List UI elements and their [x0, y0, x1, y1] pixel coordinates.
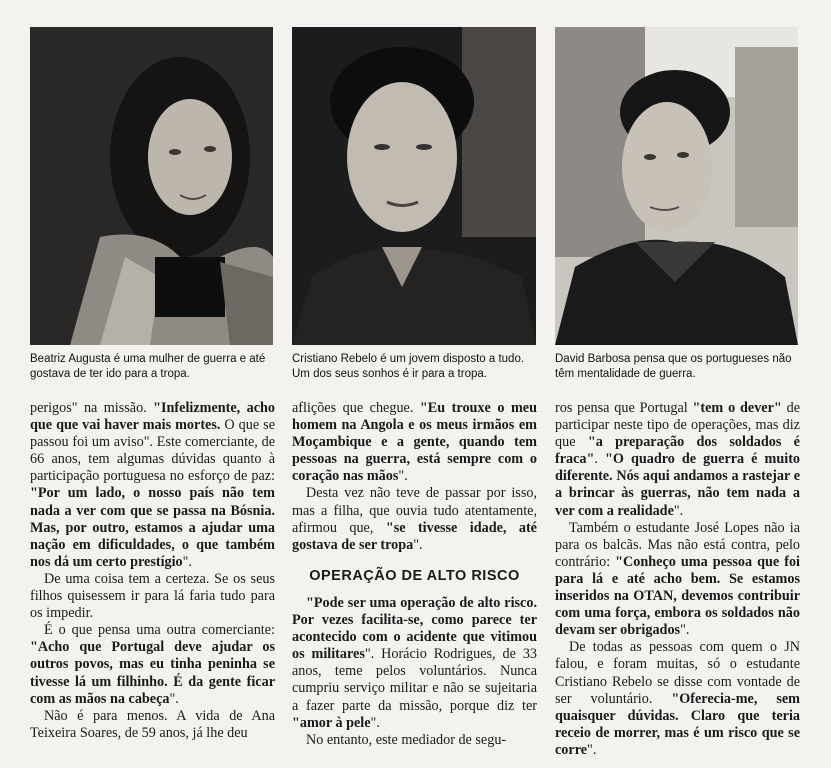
text-run: ". [182, 553, 192, 570]
paragraph [292, 400, 537, 485]
text-run: Desta vez não teve de passar por isso, mas a filha, que ouvia tudo atentamente, afirmou que, [292, 485, 537, 536]
quote-bold: "a preparação dos soldados é fraca" [555, 434, 800, 468]
quote-bold: "Pode ser uma operação de alto risco. Por vezes facilita-se, como parece ter acontecido com o acidente que vitimou os militares [292, 594, 537, 663]
text-run: ". [413, 536, 423, 553]
quote-bold: "Conheço uma pessoa que foi para lá e até acho bem. Se estamos inseridos na OTAN, devemos contribuir com uma força, embora os soldados não devam ser obrigados [555, 553, 800, 639]
text-run: aflições que chegue. [292, 400, 420, 416]
paragraph: Não é para menos. A vida de Ana Teixeira Soares, de 59 anos, já lhe deu [30, 707, 275, 741]
quote-bold: "se tivesse idade, até gostava de ser tropa [292, 519, 537, 553]
paragraph [292, 595, 537, 732]
photo-david-barbosa [555, 27, 798, 345]
paragraph [555, 639, 800, 759]
photo-cristiano-rebelo [292, 27, 536, 345]
quote-bold: "Por um lado, o nosso país não tem nada a ver com que se passa na Bósnia. Mas, por outro, estamos a ajudar uma nação em dificuldades, o que também nos dá um certo prestígio [30, 485, 275, 570]
text-run: ". [587, 741, 597, 758]
paragraph: No entanto, este mediador de segu- [306, 731, 507, 748]
text-run: É o que pensa uma outra comerciante: [44, 622, 275, 639]
text-run: ". [169, 690, 179, 707]
quote-bold: "O quadro de guerra é muito diferente. Nós aqui andamos a rastejar e a brincar às guerras, não tem nada a ver com a realidade [555, 451, 801, 519]
quote-bold: "amor à pele [292, 714, 371, 731]
photo-caption: Cristiano Rebelo é um jovem disposto a tudo. Um dos seus sonhos é ir para a tropa. [292, 353, 525, 380]
article-column-1 [30, 400, 275, 742]
photo-beatriz-augusta [30, 27, 273, 345]
paragraph [292, 485, 537, 553]
quote-bold: "Acho que Portugal deve ajudar os outros povos, mas eu tinha peninha se tivesse lá um filhinho. É da gente ficar com as mãos na cabeça [30, 639, 275, 707]
photo-caption: Beatriz Augusta é uma mulher de guerra e até gostava de ter ido para a tropa. [30, 353, 266, 380]
subheading: OPERAÇÃO DE ALTO RISCO [309, 567, 520, 584]
photo-caption: David Barbosa pensa que os portugueses não têm mentalidade de guerra. [555, 353, 792, 380]
text-run: . [594, 451, 605, 468]
text-run: Também o estudante José Lopes não ia para os balcãs. Mas não está contra, pelo contrário: [555, 519, 800, 570]
text-run: ". [370, 714, 380, 731]
quote-bold: "tem o dever" [692, 400, 782, 416]
article-column-2 [292, 400, 537, 749]
text-run: De todas as pessoas com quem o JN falou, e foram muitas, só o estudante Cristiano Rebelo se disse com vontade de ser voluntário. [555, 639, 800, 707]
text-run: perigos" na missão. [30, 400, 154, 416]
paragraph [30, 400, 275, 571]
paragraph [555, 400, 800, 520]
text-run: ros pensa que Portugal [555, 400, 693, 416]
text-run: ". [398, 468, 408, 485]
quote-bold: "Infelizmente, acho que que vai haver mais mortes. [30, 400, 275, 434]
quote-bold: "Oferecia-me, sem quaisquer dúvidas. Claro que teria receio de morrer, mas é um risco que se corre [555, 690, 800, 758]
quote-bold: "Eu trouxe o meu homem na Angola e os meus irmãos em Moçambique e a gente, quando tem pessoas na guerra, está sempre com o coração nas mãos [292, 400, 537, 485]
article-column-3 [555, 400, 800, 759]
paragraph: De uma coisa tem a certeza. Se os seus filhos quisessem ir para lá faria tudo para os impedir. [30, 570, 275, 622]
paragraph [555, 520, 800, 640]
text-run: ". [680, 622, 690, 639]
text-run: ". [673, 502, 684, 519]
text-run: ". Horácio Rodrigues, de 33 anos, teme pelos voluntários. Nunca cumpriu serviço militar e não se sujeitaria a fazer parte da missão, porque diz ter [292, 646, 538, 714]
text-run: de participar neste tipo de operações, mas diz que [555, 400, 800, 451]
text-run: O que se passou foi um aviso". Este comerciante, de 66 anos, tem algumas dúvidas quanto à participação portuguesa no esforço de paz: [30, 417, 275, 485]
paragraph [30, 622, 275, 707]
